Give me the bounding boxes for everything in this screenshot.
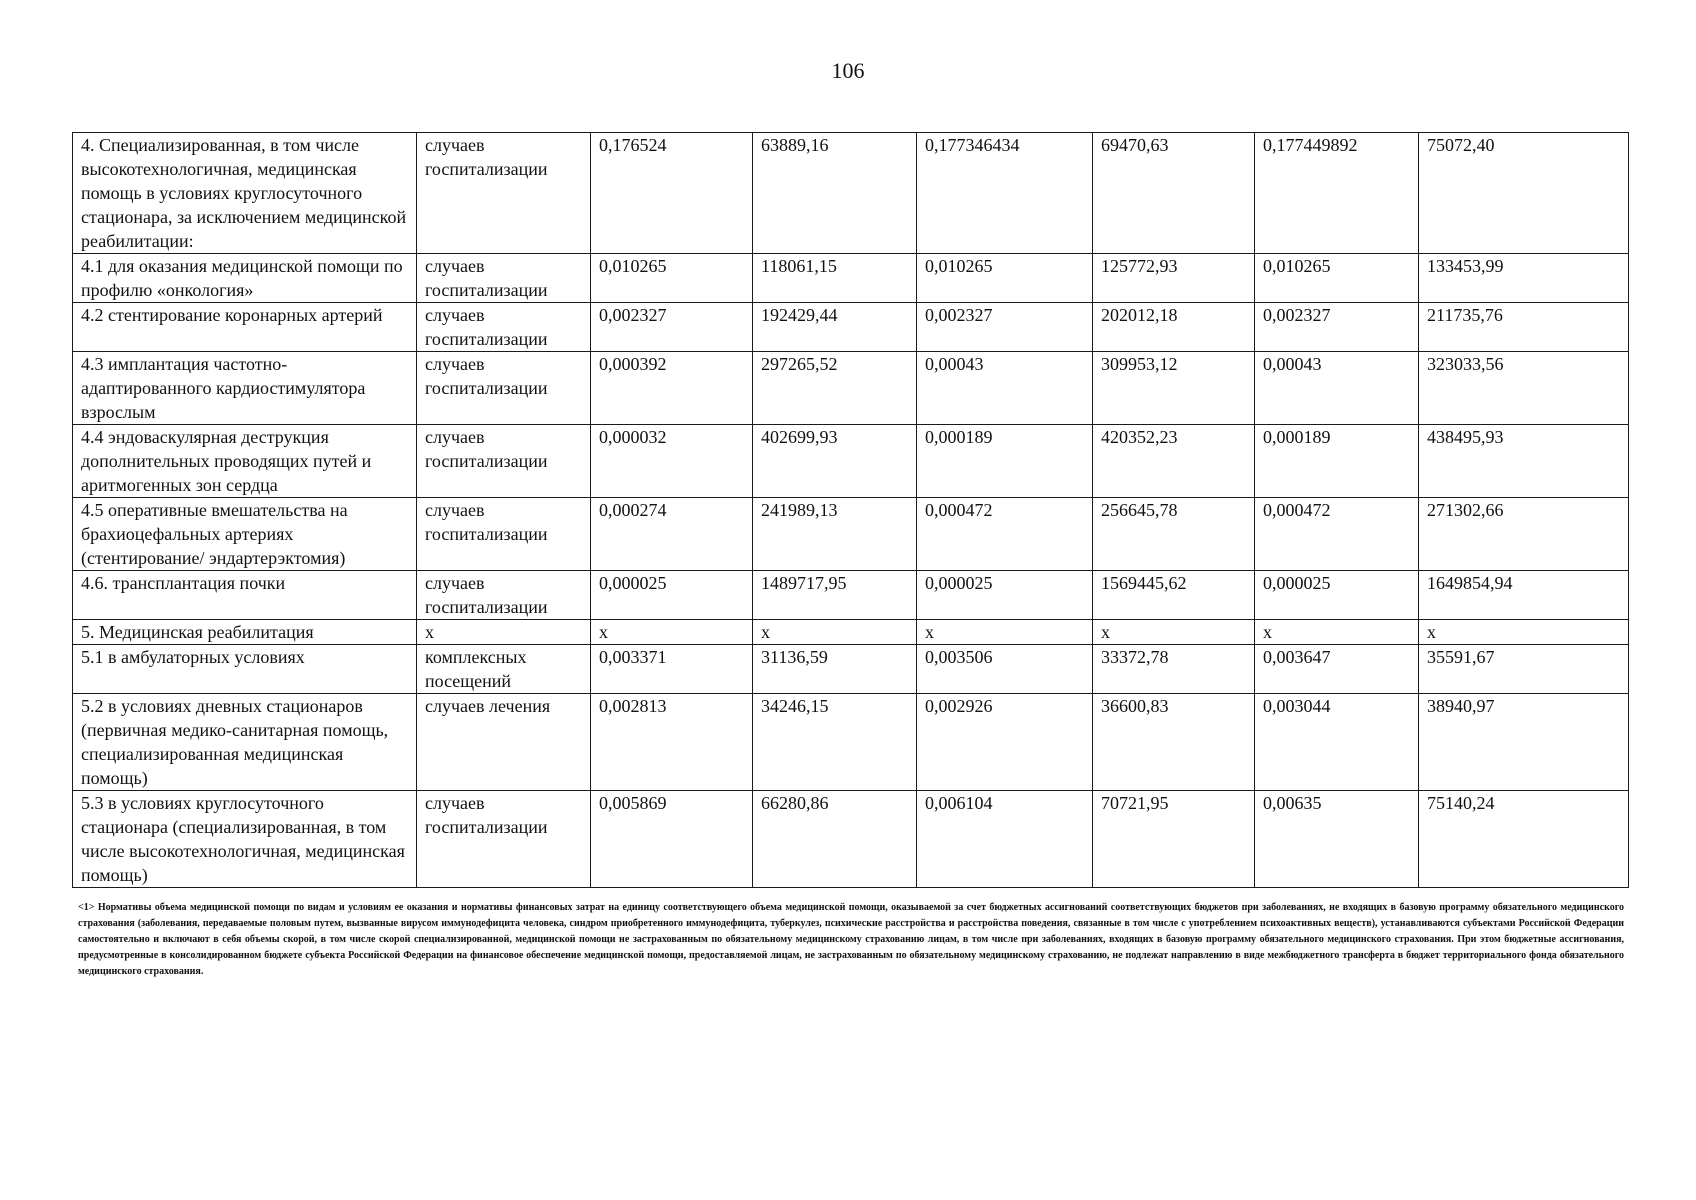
value-cell: 0,003506 xyxy=(917,645,1093,694)
row-label-cell: 5. Медицинская реабилитация xyxy=(73,620,417,645)
value-cell: 0,000189 xyxy=(1255,425,1419,498)
value-cell: 133453,99 xyxy=(1419,254,1629,303)
value-cell: 1649854,94 xyxy=(1419,571,1629,620)
table-row xyxy=(73,133,1629,254)
table-row xyxy=(73,694,1629,791)
value-cell: 0,000472 xyxy=(917,498,1093,571)
table-row xyxy=(73,498,1629,571)
value-cell: х xyxy=(1419,620,1629,645)
row-label-cell: 4.5 оперативные вмешательства на брахиоцефальных артериях (стентирование/ эндартерэктомия) xyxy=(73,498,417,571)
value-cell: 0,003044 xyxy=(1255,694,1419,791)
value-cell: 0,176524 xyxy=(591,133,753,254)
value-cell: 0,006104 xyxy=(917,791,1093,888)
value-cell: 75072,40 xyxy=(1419,133,1629,254)
value-cell: х xyxy=(1255,620,1419,645)
value-cell: 402699,93 xyxy=(753,425,917,498)
unit-cell: комплексных посещений xyxy=(417,645,591,694)
value-cell: 0,00043 xyxy=(917,352,1093,425)
unit-cell: случаев госпитализации xyxy=(417,352,591,425)
value-cell: 31136,59 xyxy=(753,645,917,694)
value-cell: 0,000025 xyxy=(1255,571,1419,620)
value-cell: 0,002327 xyxy=(1255,303,1419,352)
value-cell: х xyxy=(753,620,917,645)
value-cell: 0,000472 xyxy=(1255,498,1419,571)
value-cell: 241989,13 xyxy=(753,498,917,571)
value-cell: 323033,56 xyxy=(1419,352,1629,425)
unit-cell: случаев госпитализации xyxy=(417,425,591,498)
value-cell: 0,002926 xyxy=(917,694,1093,791)
value-cell: 63889,16 xyxy=(753,133,917,254)
value-cell: 1489717,95 xyxy=(753,571,917,620)
value-cell: 202012,18 xyxy=(1093,303,1255,352)
value-cell: 0,005869 xyxy=(591,791,753,888)
value-cell: 69470,63 xyxy=(1093,133,1255,254)
value-cell: 118061,15 xyxy=(753,254,917,303)
row-label-cell: 4. Специализированная, в том числе высокотехнологичная, медицинская помощь в условиях круглосуточного стационара, за исключением медицинской реабилитации: xyxy=(73,133,417,254)
unit-cell: случаев госпитализации xyxy=(417,571,591,620)
table-row xyxy=(73,425,1629,498)
value-cell: 0,002327 xyxy=(917,303,1093,352)
value-cell: 0,00635 xyxy=(1255,791,1419,888)
unit-cell: случаев госпитализации xyxy=(417,133,591,254)
value-cell: 35591,67 xyxy=(1419,645,1629,694)
table-row xyxy=(73,303,1629,352)
unit-cell: случаев госпитализации xyxy=(417,254,591,303)
footnote: <1> Нормативы объема медицинской помощи по видам и условиям ее оказания и нормативы финансовых затрат на единицу соответствующего объема медицинской помощи, оказываемой за счет бюджетных ассигнований соответствующих бюджетов при заболеваниях, не входящих в базовую программу обязательного медицинского страхования (заболевания, передаваемые половым путем, вызванные вирусом иммунодефицита человека, синдром приобретенного иммунодефицита, туберкулез, психические расстройства и расстройства поведения, связанные в том числе с употреблением психоактивных веществ), устанавливаются субъектами Российской Федерации самостоятельно и включают в себя объемы скорой, в том числе скорой специализированной, медицинской помощи не застрахованным по обязательному медицинскому страхованию лицам, в том числе при заболеваниях, входящих в базовую программу обязательного медицинского страхования. При этом бюджетные ассигнования, предусмотренные в консолидированном бюджете субъекта Российской Федерации на финансовое обеспечение медицинской помощи, предоставляемой лицам, не застрахованным по обязательному медицинскому страхованию, не подлежат направлению в виде межбюджетного трансферта в бюджет территориального фонда обязательного медицинского страхования. xyxy=(78,902,1624,977)
row-label-cell: 5.1 в амбулаторных условиях xyxy=(73,645,417,694)
row-label-cell: 5.3 в условиях круглосуточного стационара (специализированная, в том числе высокотехнологичная, медицинская помощь) xyxy=(73,791,417,888)
value-cell: 0,010265 xyxy=(917,254,1093,303)
value-cell: 211735,76 xyxy=(1419,303,1629,352)
value-cell: 0,000392 xyxy=(591,352,753,425)
row-label-cell: 4.6. трансплантация почки xyxy=(73,571,417,620)
table-row xyxy=(73,571,1629,620)
value-cell: 0,010265 xyxy=(591,254,753,303)
table-row xyxy=(73,352,1629,425)
value-cell: 192429,44 xyxy=(753,303,917,352)
value-cell: 0,010265 xyxy=(1255,254,1419,303)
value-cell: 256645,78 xyxy=(1093,498,1255,571)
value-cell: 38940,97 xyxy=(1419,694,1629,791)
unit-cell: случаев госпитализации xyxy=(417,791,591,888)
value-cell: 0,177449892 xyxy=(1255,133,1419,254)
unit-cell: х xyxy=(417,620,591,645)
value-cell: 66280,86 xyxy=(753,791,917,888)
value-cell: 0,000025 xyxy=(917,571,1093,620)
value-cell: х xyxy=(591,620,753,645)
value-cell: 0,00043 xyxy=(1255,352,1419,425)
value-cell: х xyxy=(1093,620,1255,645)
value-cell: 0,000189 xyxy=(917,425,1093,498)
row-label-cell: 4.2 стентирование коронарных артерий xyxy=(73,303,417,352)
value-cell: 0,003371 xyxy=(591,645,753,694)
value-cell: 0,000025 xyxy=(591,571,753,620)
table-row xyxy=(73,620,1629,645)
row-label-cell: 5.2 в условиях дневных стационаров (первичная медико-санитарная помощь, специализированная медицинская помощь) xyxy=(73,694,417,791)
value-cell: 36600,83 xyxy=(1093,694,1255,791)
value-cell: 420352,23 xyxy=(1093,425,1255,498)
table-row xyxy=(73,645,1629,694)
value-cell: 0,002813 xyxy=(591,694,753,791)
value-cell: 0,000274 xyxy=(591,498,753,571)
row-label-cell: 4.1 для оказания медицинской помощи по профилю «онкология» xyxy=(73,254,417,303)
row-label-cell: 4.3 имплантация частотно-адаптированного кардиостимулятора взрослым xyxy=(73,352,417,425)
value-cell: 1569445,62 xyxy=(1093,571,1255,620)
value-cell: 438495,93 xyxy=(1419,425,1629,498)
norms-table xyxy=(72,132,1629,888)
row-label-cell: 4.4 эндоваскулярная деструкция дополнительных проводящих путей и аритмогенных зон сердца xyxy=(73,425,417,498)
value-cell: 33372,78 xyxy=(1093,645,1255,694)
value-cell: 0,000032 xyxy=(591,425,753,498)
value-cell: 309953,12 xyxy=(1093,352,1255,425)
value-cell: х xyxy=(917,620,1093,645)
value-cell: 125772,93 xyxy=(1093,254,1255,303)
unit-cell: случаев госпитализации xyxy=(417,303,591,352)
value-cell: 70721,95 xyxy=(1093,791,1255,888)
table-row xyxy=(73,254,1629,303)
value-cell: 34246,15 xyxy=(753,694,917,791)
table-body xyxy=(73,133,1629,888)
value-cell: 0,002327 xyxy=(591,303,753,352)
value-cell: 75140,24 xyxy=(1419,791,1629,888)
table-row xyxy=(73,791,1629,888)
value-cell: 297265,52 xyxy=(753,352,917,425)
value-cell: 0,177346434 xyxy=(917,133,1093,254)
value-cell: 271302,66 xyxy=(1419,498,1629,571)
unit-cell: случаев госпитализации xyxy=(417,498,591,571)
page-number: 106 xyxy=(831,58,865,83)
unit-cell: случаев лечения xyxy=(417,694,591,791)
value-cell: 0,003647 xyxy=(1255,645,1419,694)
